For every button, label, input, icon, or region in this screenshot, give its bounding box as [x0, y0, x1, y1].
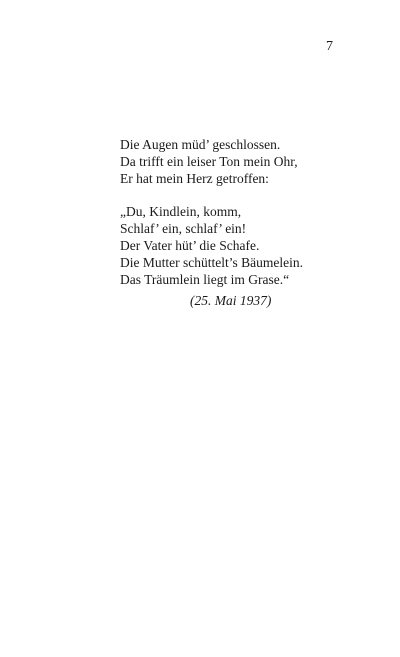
verse-line: Die Mutter schüttelt’s Bäumelein.	[120, 255, 303, 270]
verse-line: Das Träumlein liegt im Grase.“	[120, 272, 290, 287]
page-number: 7	[326, 39, 333, 54]
verse-line: Er hat mein Herz getroffen:	[120, 171, 269, 186]
verse-line: Schlaf’ ein, schlaf’ ein!	[120, 221, 247, 236]
verse-line: „Du, Kindlein, komm,	[120, 204, 242, 219]
poem-date: (25. Mai 1937)	[190, 293, 272, 308]
verse-line: Die Augen müd’ geschlossen.	[120, 137, 281, 152]
verse-line: Da trifft ein leiser Ton mein Ohr,	[120, 154, 298, 169]
stanza-2	[120, 203, 303, 288]
verse-line: Der Vater hüt’ die Schafe.	[120, 238, 260, 253]
stanza-1	[120, 136, 303, 187]
poem-body	[120, 136, 303, 288]
